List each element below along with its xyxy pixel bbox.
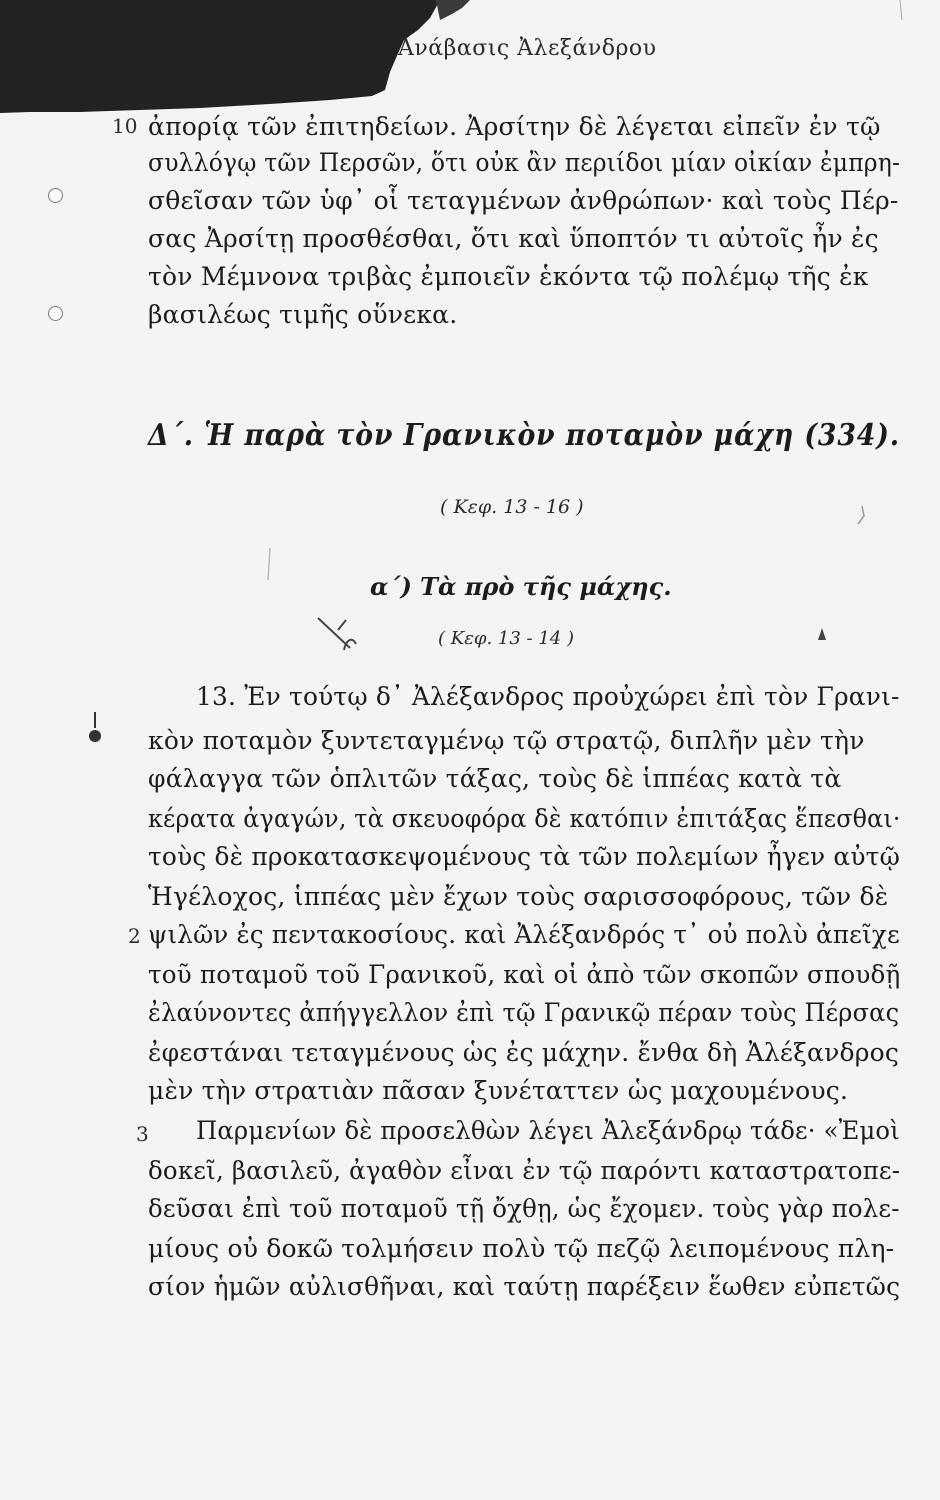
text-line: φάλαγγα τῶν ὁπλιτῶν τάξας, τοὺς δὲ ἱππέας κατὰ τὰ <box>148 764 842 793</box>
line-number: 2 <box>128 924 141 948</box>
text-line: ἐφεστάναι τεταγμένους ὡς ἐς μάχην. ἔνθα δὴ Ἀλέξανδρος <box>148 1038 900 1067</box>
running-head: Ἀνάβασις Ἀλεξάνδρου <box>398 36 657 61</box>
text-line: ψιλῶν ἐς πεντακοσίους. καὶ Ἀλέξανδρός τ᾽ οὐ πολὺ ἀπεῖχε <box>148 920 900 949</box>
text-line: συλλόγῳ τῶν Περσῶν, ὅτι οὐκ ἂν περιίδοι μίαν οἰκίαν ἐμπρη- <box>148 148 901 177</box>
text-line: Παρμενίων δὲ προσελθὼν λέγει Ἀλεξάνδρῳ τάδε· «Ἐμοὶ <box>196 1116 900 1145</box>
text-line: κέρατα ἀγαγών, τὰ σκευοφόρα δὲ κατόπιν ἐπιτάξας ἕπεσθαι· <box>148 804 901 833</box>
text-line: μὲν τὴν στρατιὰν πᾶσαν ξυνέταττεν ὡς μαχουμένους. <box>148 1076 849 1105</box>
line-number: 3 <box>136 1122 149 1146</box>
subsection-heading: α΄) Τὰ πρὸ τῆς μάχης. <box>370 572 672 601</box>
text-line: βασιλέως τιμῆς οὕνεκα. <box>148 300 458 329</box>
text-line: 13. Ἐν τούτῳ δ᾽ Ἀλέξανδρος προὐχώρει ἐπὶ τὸν Γρανι- <box>196 682 900 711</box>
text-line: μίους οὐ δοκῶ τολμήσειν πολὺ τῷ πεζῷ λειπομένους πλη- <box>148 1234 895 1263</box>
section-heading: Δ΄. Ἡ παρὰ τὸν Γρανικὸν ποταμὸν μάχη (334). <box>148 418 900 453</box>
text-line: κὸν ποταμὸν ξυντεταγμένῳ τῷ στρατῷ, διπλῆν μὲν τὴν <box>148 726 865 755</box>
text-line: τὸν Μέμνονα τριβὰς ἐμποιεῖν ἑκόντα τῷ πολέμῳ τῆς ἐκ <box>148 262 869 291</box>
subsection-chapter-ref: ( Κεφ. 13 - 14 ) <box>438 628 574 649</box>
text-line: Ἡγέλοχος, ἱππέας μὲν ἔχων τοὺς σαρισσοφόρους, τῶν δὲ <box>148 882 889 911</box>
text-line: δεῦσαι ἐπὶ τοῦ ποταμοῦ τῇ ὄχθῃ, ὡς ἔχομεν. τοὺς γὰρ πολε- <box>148 1194 900 1223</box>
line-number: 10 <box>112 114 138 138</box>
text-line: σίον ἡμῶν αὐλισθῆναι, καὶ ταύτῃ παρέξειν ἕωθεν εὐπετῶς <box>148 1272 901 1301</box>
text-line: ἐλαύνοντες ἀπήγγελλον ἐπὶ τῷ Γρανικῷ πέραν τοὺς Πέρσας <box>148 998 900 1027</box>
text-line: τοῦ ποταμοῦ τοῦ Γρανικοῦ, καὶ οἱ ἀπὸ τῶν σκοπῶν σπουδῇ <box>148 960 901 989</box>
section-chapter-ref: ( Κεφ. 13 - 16 ) <box>440 496 584 518</box>
text-line: ἀπορίᾳ τῶν ἐπιτηδείων. Ἀρσίτην δὲ λέγεται εἰπεῖν ἐν τῷ <box>148 112 881 141</box>
text-line: σθεῖσαν τῶν ὑφ᾽ οἷ τεταγμένων ἀνθρώπων· καὶ τοὺς Πέρ- <box>148 186 899 215</box>
text-line: τοὺς δὲ προκατασκεψομένους τὰ τῶν πολεμίων ἦγεν αὐτῷ <box>148 842 901 871</box>
text-line: σας Ἀρσίτῃ προσθέσθαι, ὅτι καὶ ὕποπτόν τι αὐτοῖς ἦν ἐς <box>148 224 879 253</box>
text-line: δοκεῖ, βασιλεῦ, ἀγαθὸν εἶναι ἐν τῷ παρόντι καταστρατοπε- <box>148 1156 901 1185</box>
